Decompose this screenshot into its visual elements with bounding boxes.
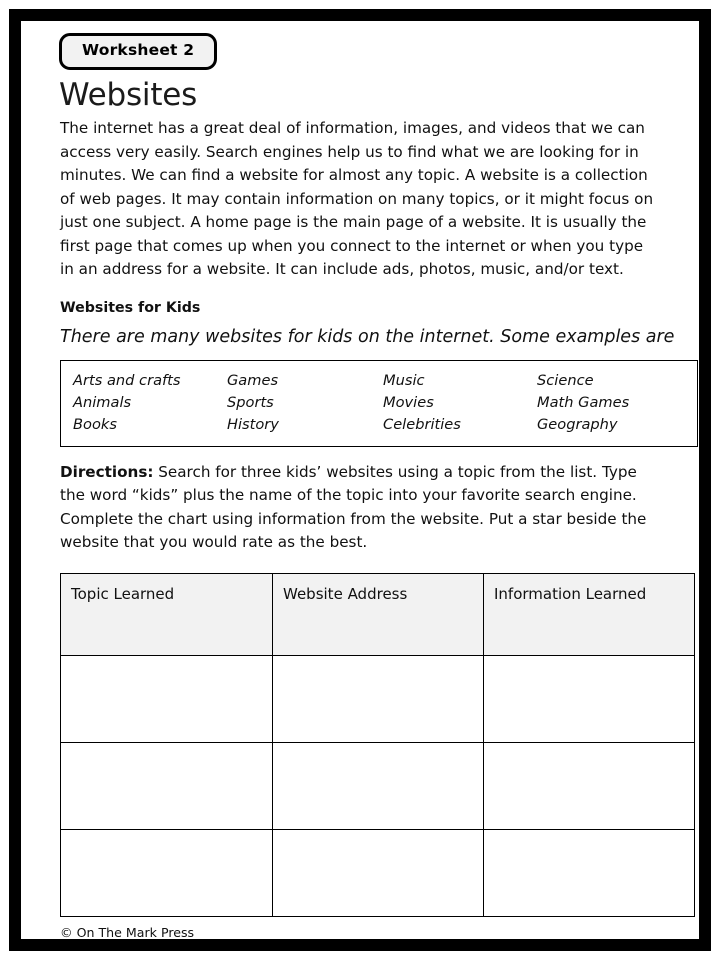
example-item: Books bbox=[73, 416, 117, 434]
column-header-website-address: Website Address bbox=[273, 573, 484, 655]
cell-website-address[interactable] bbox=[273, 655, 484, 742]
answer-chart-table bbox=[60, 573, 695, 917]
copyright-footer: © On The Mark Press bbox=[60, 925, 195, 940]
example-item: Geography bbox=[537, 416, 618, 434]
example-item: Science bbox=[537, 371, 594, 389]
example-item: Movies bbox=[383, 393, 434, 411]
cell-topic-learned[interactable] bbox=[61, 829, 273, 916]
example-item: Sports bbox=[227, 393, 274, 411]
column-header-information-learned: Information Learned bbox=[484, 573, 695, 655]
table-row bbox=[61, 655, 695, 742]
example-item: Celebrities bbox=[383, 416, 461, 434]
directions-text: Search for three kids’ websites using a topic from the list. Type the word “kids” plus the name of the topic into your favorite search engine. Complete the chart using information from the website. Put a star beside the website that you would rate as the best. bbox=[60, 462, 647, 552]
intro-paragraph: The internet has a great deal of information, images, and videos that we can access very easily. Search engines help us to find what we are looking for in minutes. We can find a website for almost any topic. A website is a collection of web pages. It may contain information on many topics, or it might focus on just one subject. A home page is the main page of a website. It is usually the first page that comes up when you connect to the internet or when you type in an address for a website. It can include ads, photos, music, and/or text. bbox=[60, 119, 654, 279]
worksheet-tag-row bbox=[54, 33, 706, 70]
cell-topic-learned[interactable] bbox=[61, 742, 273, 829]
cell-information-learned[interactable] bbox=[484, 829, 695, 916]
table-row bbox=[61, 829, 695, 916]
table-header-row bbox=[61, 573, 695, 655]
cell-website-address[interactable] bbox=[273, 742, 484, 829]
example-item: History bbox=[227, 416, 279, 434]
cell-topic-learned[interactable] bbox=[61, 655, 273, 742]
example-item: Animals bbox=[73, 393, 132, 411]
example-item: Math Games bbox=[537, 393, 630, 411]
example-item: Arts and crafts bbox=[73, 371, 181, 389]
directions-paragraph bbox=[60, 461, 660, 555]
worksheet-number-badge: Worksheet 2 bbox=[59, 33, 217, 70]
page-border-frame bbox=[9, 9, 711, 951]
example-item: Music bbox=[383, 371, 425, 389]
examples-grid bbox=[61, 370, 697, 437]
cell-information-learned[interactable] bbox=[484, 655, 695, 742]
example-item: Games bbox=[227, 371, 279, 389]
cell-website-address[interactable] bbox=[273, 829, 484, 916]
page-content bbox=[54, 33, 706, 951]
section-heading-websites-for-kids: Websites for Kids bbox=[60, 299, 201, 316]
column-header-topic-learned: Topic Learned bbox=[61, 573, 273, 655]
section-lead-text: There are many websites for kids on the internet. Some examples are bbox=[60, 326, 675, 347]
cell-information-learned[interactable] bbox=[484, 742, 695, 829]
examples-box bbox=[60, 360, 698, 447]
table-row bbox=[61, 742, 695, 829]
directions-label: Directions: bbox=[60, 462, 154, 481]
page-title: Websites bbox=[59, 76, 198, 113]
